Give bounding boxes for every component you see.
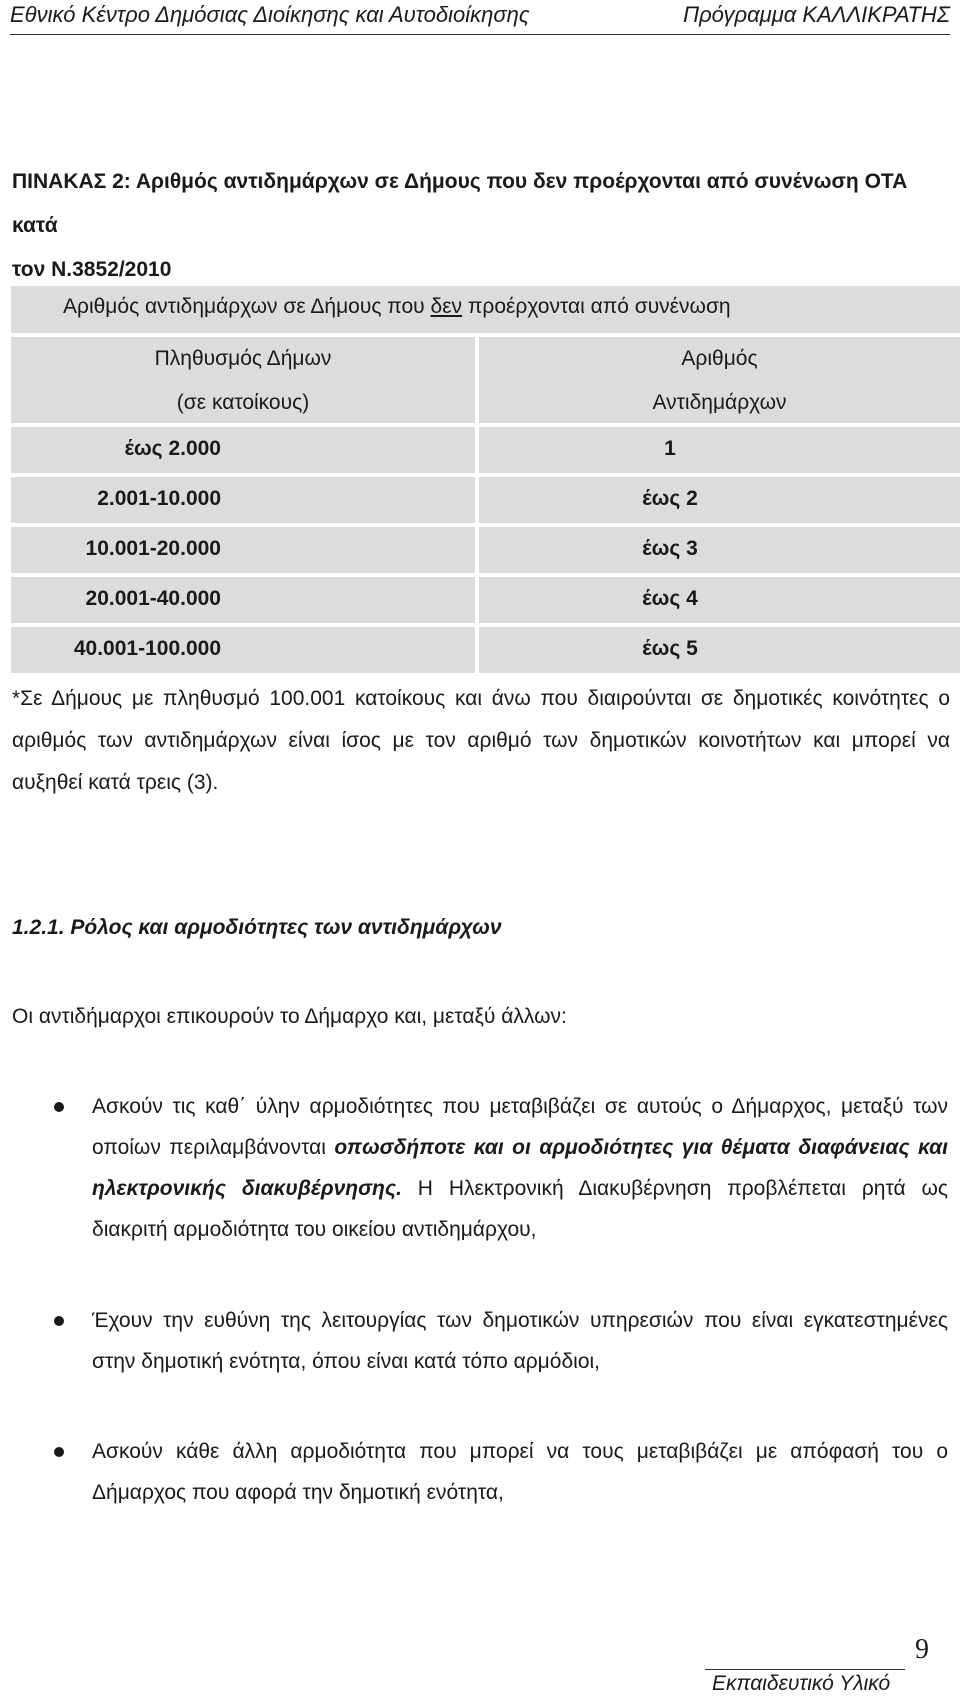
intro-paragraph: Οι αντιδήμαρχοι επικουρούν το Δήμαρχο και, μεταξύ άλλων: <box>12 1005 567 1028</box>
list-item: Έχουν την ευθύνη της λειτουργίας των δημοτικών υπηρεσιών που είναι εγκατεστημένες στην δημοτική ενότητα, όπου είναι κατά τόπο αρμόδιοι, <box>92 1309 948 1373</box>
population-cell: έως 2.000 <box>124 437 221 460</box>
bullet-icon <box>54 1316 64 1326</box>
population-cell: 40.001-100.000 <box>73 637 221 660</box>
deputies-cell: έως 3 <box>642 537 698 560</box>
bullet-1-text-end: Η Ηλεκτρονική Διακυβέρνηση προβλέπεται ρητά ως διακριτή αρμοδιότητα του οικείου αντιδημάρχου, <box>92 1177 948 1241</box>
bullet-1-emphasis: οπωσδήποτε και οι αρμοδιότητες για θέματα διαφάνειας και ηλεκτρονικής διακυβέρνησης. <box>92 1136 948 1200</box>
bullet-icon <box>54 1102 64 1112</box>
deputies-cell: έως 4 <box>642 587 698 610</box>
bullet-icon <box>54 1447 64 1457</box>
col-deputies-header <box>479 337 960 423</box>
col-population-header-line-2: (σε κατοίκους) <box>176 391 310 414</box>
col-deputies-header-line-2: Αντιδημάρχων <box>652 391 787 414</box>
table-title-row <box>11 286 960 333</box>
table-row <box>11 577 960 623</box>
caption-line-1: ΠΙΝΑΚΑΣ 2: Αριθμός αντιδημάρχων σε Δήμους που δεν προέρχονται από συνένωση ΟΤΑ κατά <box>12 170 908 237</box>
deputies-cell: 1 <box>664 437 676 460</box>
header-organization: Εθνικό Κέντρο Δημόσιας Διοίκησης και Αυτοδιοίκησης <box>10 2 530 27</box>
table-header-row <box>11 337 960 423</box>
table-title-part-2: προέρχονται από συνένωση <box>462 295 731 318</box>
deputies-cell: έως 2 <box>642 487 698 510</box>
population-cell: 20.001-40.000 <box>85 587 221 610</box>
page-header <box>10 0 950 35</box>
table-row <box>11 627 960 673</box>
col-population-header-line-1: Πληθυσμός Δήμων <box>154 347 332 370</box>
table-row <box>11 527 960 573</box>
header-program: Πρόγραμμα ΚΑΛΛΙΚΡΑΤΗΣ <box>683 2 950 27</box>
footer-rule <box>705 1669 905 1670</box>
deputies-cell: έως 5 <box>642 637 698 660</box>
population-cell: 2.001-10.000 <box>97 487 221 510</box>
table-title-part-1: Αριθμός αντιδημάρχων σε Δήμους που <box>63 295 431 318</box>
table-title <box>63 295 731 319</box>
bullet-1-text: Ασκούν τις καθ΄ ύλην αρμοδιότητες που μεταβιβάζει σε αυτούς ο Δήμαρχος, μεταξύ των οποίων περιλαμβάνονται <box>92 1095 948 1159</box>
table-row <box>11 427 960 473</box>
list-item <box>92 1086 948 1250</box>
caption-line-2: τον Ν.3852/2010 <box>12 258 172 281</box>
table-caption <box>12 160 950 292</box>
deputy-mayors-table <box>11 286 960 673</box>
section-heading: 1.2.1. Ρόλος και αρμοδιότητες των αντιδημάρχων <box>12 916 502 939</box>
page-footer: Εκπαιδευτικό Υλικό <box>712 1672 891 1695</box>
col-deputies-header-line-1: Αριθμός <box>681 347 758 370</box>
table-title-underlined: δεν <box>430 295 463 318</box>
page-number: 9 <box>915 1634 929 1665</box>
table-footnote: *Σε Δήμους με πληθυσμό 100.001 κατοίκους και άνω που διαιρούνται σε δημοτικές κοινότητες ο αριθμός των αντιδημάρχων είναι ίσος με τον αριθμό των δημοτικών κοινοτήτων και μπορεί να αυξηθεί κατά τρεις (3). <box>12 687 950 794</box>
list-item: Ασκούν κάθε άλλη αρμοδιότητα που μπορεί να τους μεταβιβάζει με απόφασή του ο Δήμαρχος που αφορά την δημοτική ενότητα, <box>92 1440 948 1504</box>
table-row <box>11 477 960 523</box>
col-population-header <box>11 337 475 423</box>
population-cell: 10.001-20.000 <box>85 537 221 560</box>
